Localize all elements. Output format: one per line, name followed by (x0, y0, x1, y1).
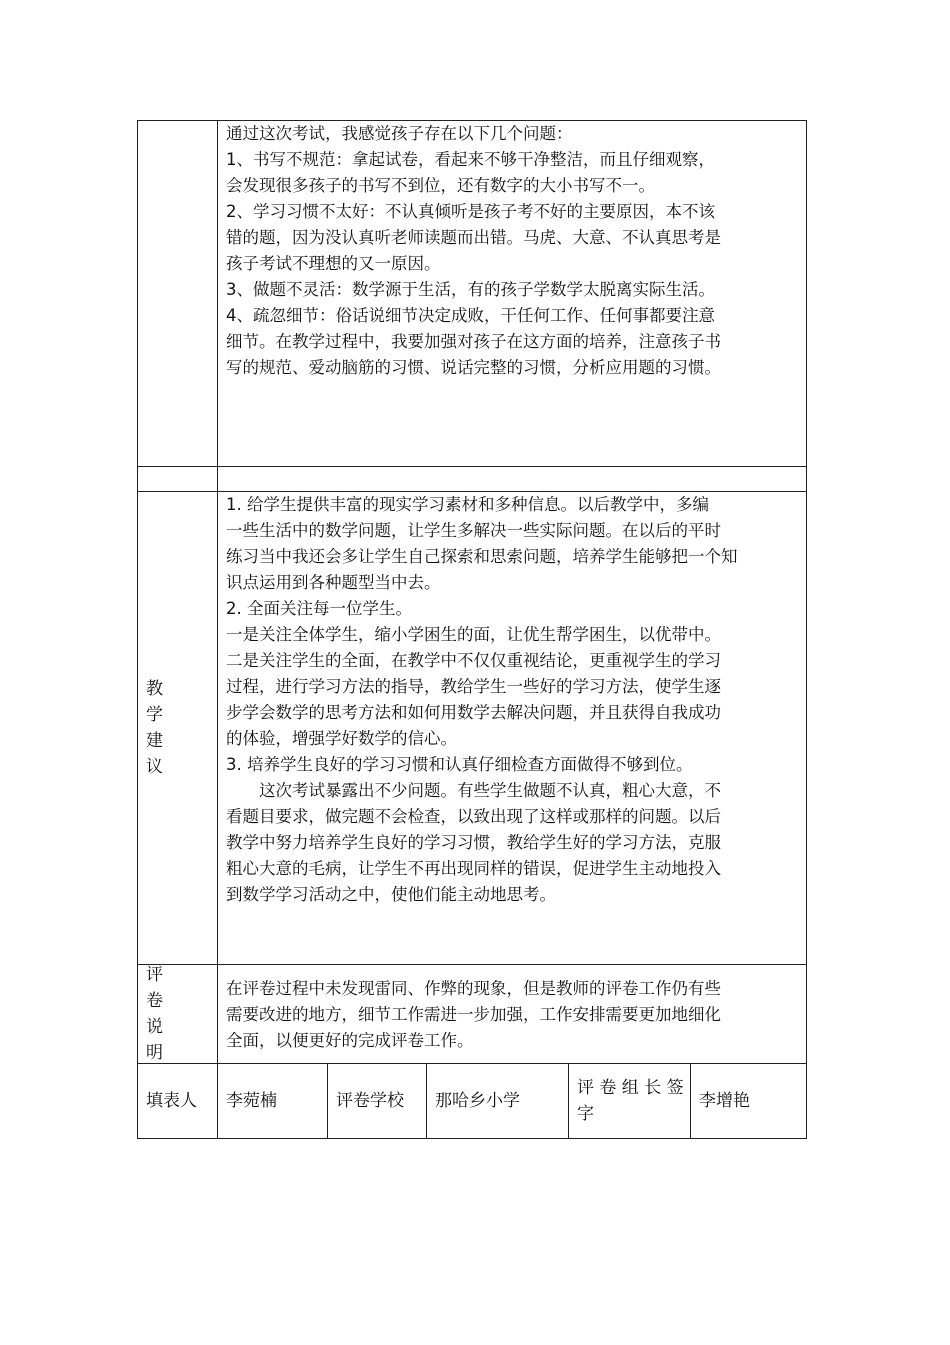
problems-label-cell (138, 121, 218, 466)
label-char: 卷 (146, 991, 163, 1011)
label-char: 说 (146, 1017, 163, 1037)
suggestion-line: 过程，进行学习方法的指导，教给学生一些好的学习方法，使学生逐 (226, 677, 721, 696)
leader-sign-label-line: 字 (577, 1104, 594, 1124)
grading-notes-label (138, 965, 218, 1063)
suggestion-line: 看题目要求，做完题不会检查，以致出现了这样或那样的问题。以后 (226, 807, 721, 826)
suggestion-line: 步学会数学的思考方法和如何用数学去解决问题，并且获得自我成功 (226, 703, 721, 722)
suggestion-line: 一些生活中的数学问题，让学生多解决一些实际问题。在以后的平时 (226, 521, 721, 540)
signature-row (137, 1063, 807, 1139)
suggestion-line: 一是关注全体学生，缩小学困生的面，让优生帮学困生，以优带中。 (226, 625, 721, 644)
problems-line: 1、书写不规范：拿起试卷，看起来不够干净整洁，而且仔细观察， (226, 150, 715, 169)
label-char: 评 (146, 965, 163, 985)
suggestion-line: 粗心大意的毛病，让学生不再出现同样的错误，促进学生主动地投入 (226, 859, 721, 878)
problems-line: 孩子考试不理想的又一原因。 (226, 254, 441, 273)
suggestion-line: 二是关注学生的全面，在教学中不仅仅重视结论，更重视学生的学习 (226, 651, 721, 670)
school-label: 评卷学校 (328, 1064, 427, 1138)
empty-label-cell (138, 467, 218, 491)
problems-row (137, 120, 807, 466)
leader-sign-label-line: 评 卷 组 长 签 (577, 1078, 684, 1098)
teaching-suggestions-row (137, 491, 807, 964)
suggestion-line: 1. 给学生提供丰富的现实学习素材和多种信息。以后教学中，多编 (226, 495, 709, 514)
label-char: 建 (146, 731, 163, 751)
teaching-suggestions-content (218, 492, 806, 964)
label-char: 学 (146, 705, 163, 725)
school-name: 那哈乡小学 (427, 1064, 569, 1138)
empty-row (137, 466, 807, 491)
suggestion-line: 的体验，增强学好数学的信心。 (226, 729, 457, 748)
suggestion-line: 3. 培养学生良好的学习习惯和认真仔细检查方面做得不够到位。 (226, 755, 693, 774)
problems-line: 4、疏忽细节：俗话说细节决定成败，干任何工作、任何事都要注意 (226, 306, 715, 325)
suggestion-line: 练习当中我还会多让学生自己探索和思索问题，培养学生能够把一个知 (226, 547, 738, 566)
problems-line: 写的规范、爱动脑筋的习惯、说话完整的习惯，分析应用题的习惯。 (226, 358, 721, 377)
suggestion-line: 这次考试暴露出不少问题。有些学生做题不认真，粗心大意，不 (259, 781, 721, 800)
problems-line: 2、学习习惯不太好：不认真倾听是孩子考不好的主要原因，本不该 (226, 202, 715, 221)
problems-content (218, 121, 806, 466)
empty-content-cell (218, 467, 806, 491)
problems-line: 会发现很多孩子的书写不到位，还有数字的大小书写不一。 (226, 176, 655, 195)
teaching-suggestions-label (138, 492, 218, 964)
problems-line: 错的题，因为没认真听老师读题而出错。马虎、大意、不认真思考是 (226, 228, 721, 247)
grading-notes-content (218, 965, 806, 1063)
exam-analysis-table (137, 120, 807, 1139)
grading-notes-row (137, 964, 807, 1063)
suggestion-line: 2. 全面关注每一位学生。 (226, 599, 412, 618)
grading-line: 需要改进的地方，细节工作需进一步加强，工作安排需要更加地细化 (226, 1005, 721, 1024)
suggestion-line: 教学中努力培养学生良好的学习习惯，教给学生好的学习方法，克服 (226, 833, 721, 852)
problems-line: 3、做题不灵活：数学源于生活，有的孩子学数学太脱离实际生活。 (226, 280, 715, 299)
leader-sign-label (569, 1064, 691, 1138)
label-char: 教 (146, 679, 163, 699)
suggestion-line: 识点运用到各种题型当中去。 (226, 573, 441, 592)
filler-name: 李菀楠 (218, 1064, 328, 1138)
grading-line: 在评卷过程中未发现雷同、作弊的现象，但是教师的评卷工作仍有些 (226, 979, 721, 998)
problems-line: 通过这次考试，我感觉孩子存在以下几个问题： (226, 124, 573, 143)
leader-name: 李增艳 (699, 1091, 750, 1111)
label-char: 明 (146, 1043, 163, 1063)
filler-label: 填表人 (138, 1064, 218, 1138)
label-char: 议 (146, 757, 163, 777)
grading-line: 全面，以便更好的完成评卷工作。 (226, 1031, 474, 1050)
suggestion-line: 到数学学习活动之中，使他们能主动地思考。 (226, 885, 556, 904)
problems-line: 细节。在教学过程中，我要加强对孩子在这方面的培养，注意孩子书 (226, 332, 721, 351)
